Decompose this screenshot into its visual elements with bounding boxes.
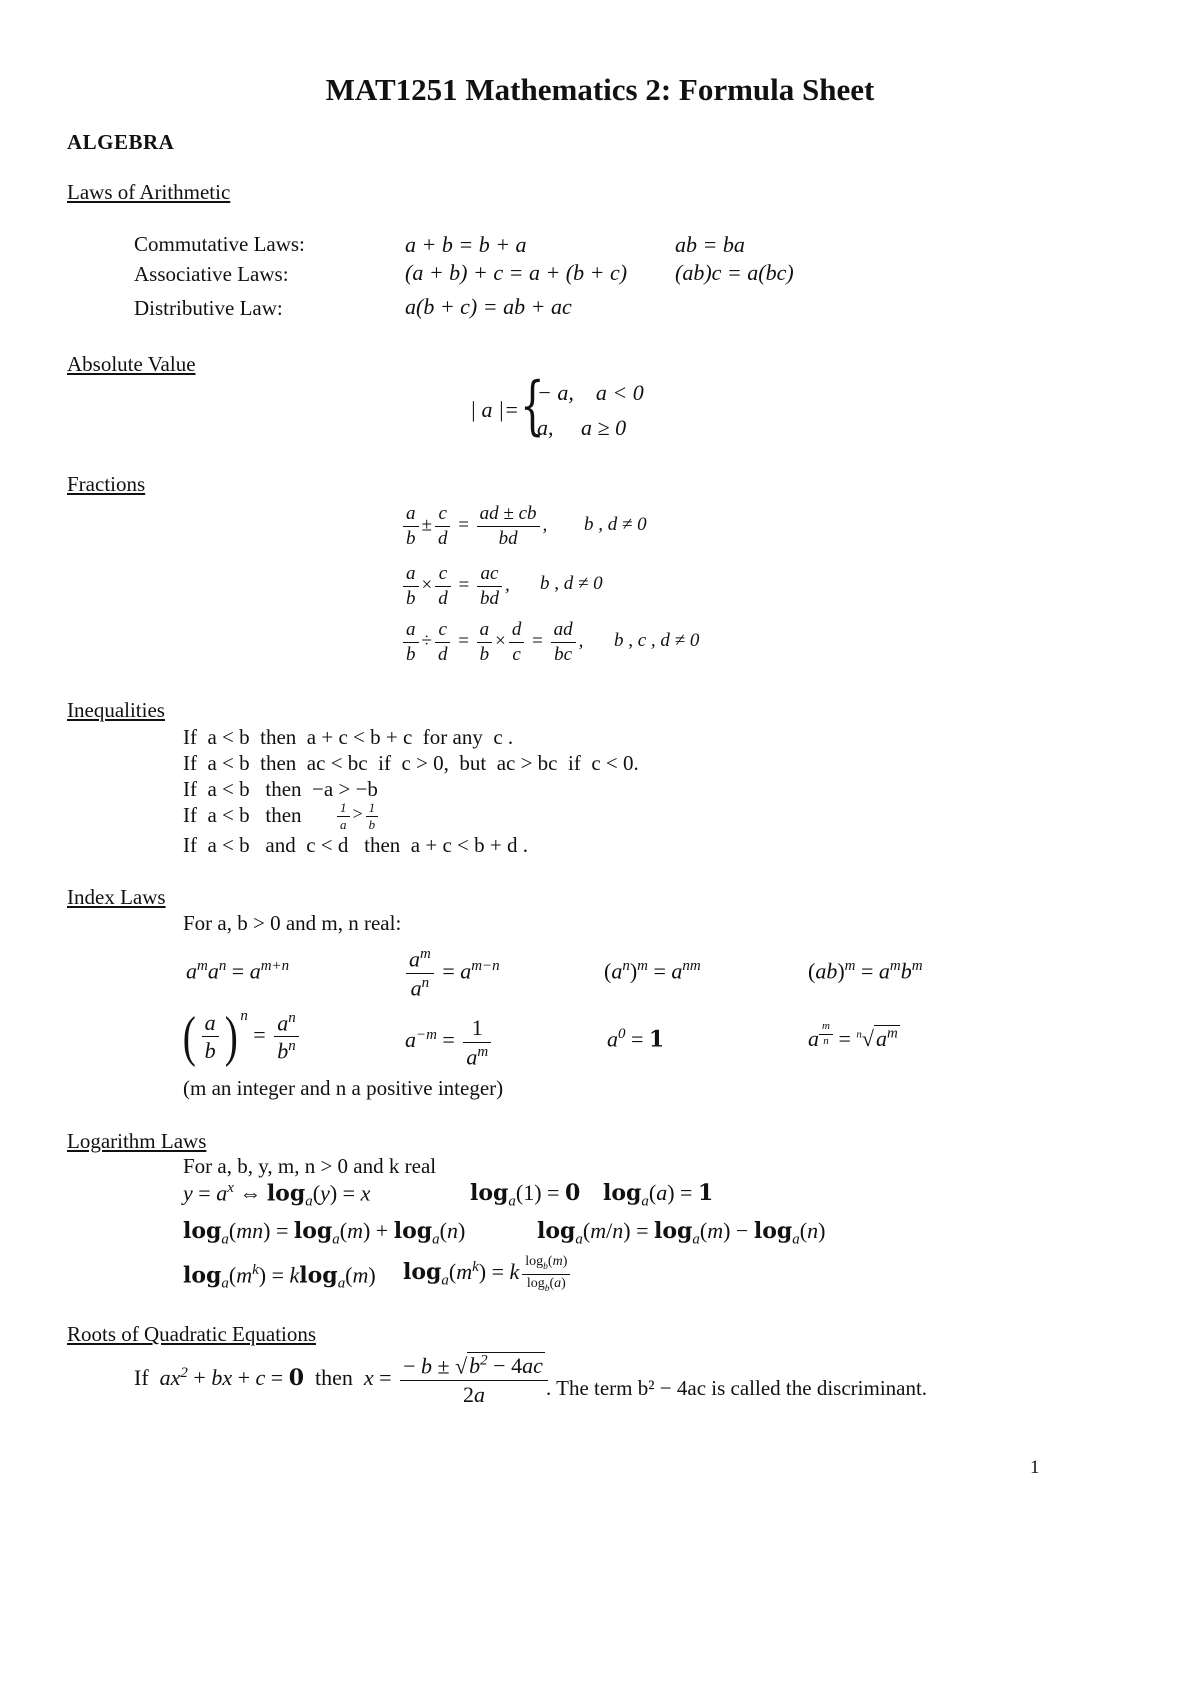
commutative-label: Commutative Laws: — [134, 232, 305, 256]
fraction-multiply-condition: b , d ≠ 0 — [540, 573, 603, 594]
associative-formula-add: (a + b) + c = a + (b + c) — [405, 260, 628, 285]
log-product-law: $\log_a(mn) = \log_a(m) + \log_a(n)$ — [183, 1218, 466, 1248]
index-zero-law: $a^0 = 1$ — [607, 1026, 665, 1053]
heading-laws-of-arithmetic: Laws of Arithmetic — [67, 180, 231, 204]
index-note: (m an integer and n a positive integer) — [183, 1076, 504, 1100]
associative-label: Associative Laws: — [134, 262, 289, 286]
abs-case-nonnegative: a, a ≥ 0 — [537, 415, 627, 440]
index-product-power-law: $(ab)^m = a^mb^m$ — [808, 958, 923, 984]
reciprocal-inequality: $\frac{1}{a}$ > $\frac{1}{b}$ — [334, 800, 381, 834]
commutative-formula-add: a + b = b + a — [405, 232, 527, 257]
inequality-line-5: If a < b and c < d then a + c < b + d . — [183, 833, 528, 857]
heading-fractions: Fractions — [67, 472, 146, 496]
abs-case-negative: − a, a < 0 — [537, 380, 644, 405]
commutative-formula-mult: ab = ba — [675, 232, 745, 257]
fraction-add-sub-formula: $\frac{a}{b}$ ± $\frac{c}{d}$ = $\frac{ad \pm cb}{bd}$ , — [400, 502, 547, 551]
log-change-of-base: $\log_a(m^k) = k$ $\frac{\log_b(m)}{\log_b(a)}$ — [403, 1253, 573, 1295]
heading-absolute-value: Absolute Value — [67, 352, 196, 376]
log-of-one: $\log_a(1) = 0$ — [470, 1180, 581, 1210]
abs-brace: { — [520, 369, 545, 443]
heading-index-laws: Index Laws — [67, 885, 166, 909]
page-title: MAT1251 Mathematics 2: Formula Sheet — [325, 72, 875, 107]
section-algebra: ALGEBRA — [67, 130, 175, 154]
heading-logarithm-laws: Logarithm Laws — [67, 1129, 207, 1153]
log-of-base: $\log_a(a) = 1$ — [603, 1180, 714, 1210]
inequality-line-2: If a < b then ac < bc if c > 0, but ac > bc if c < 0. — [183, 751, 639, 775]
abs-lhs: | a |= — [470, 397, 519, 422]
index-quotient-law: $\frac{a^m}{a^n}$ = $a^{m-n}$ — [403, 945, 500, 1002]
fraction-divide-condition: b , c , d ≠ 0 — [614, 630, 700, 651]
index-negative-law: $a^{-m}$ = $\frac{1}{a^m}$ — [405, 1014, 494, 1070]
index-fractional-law: a $^{\frac{m}{n}}$ = $^n√a^m$ — [808, 1020, 898, 1052]
fraction-multiply-formula: $\frac{a}{b}$ × $\frac{c}{d}$ = $\frac{ac}{bd}$ , — [400, 562, 510, 611]
heading-quadratic-roots: Roots of Quadratic Equations — [67, 1322, 317, 1346]
distributive-formula: a(b + c) = ab + ac — [405, 294, 572, 319]
inequality-line-3: If a < b then −a > −b — [183, 777, 378, 801]
log-definition: $y = a^x$ ⇔ $\log_a(y) = x$ — [183, 1180, 371, 1210]
discriminant-note: . The term b² − 4ac is called the discriminant. — [546, 1376, 928, 1400]
fraction-add-condition: b , d ≠ 0 — [584, 514, 647, 535]
index-intro: For a, b > 0 and m, n real: — [183, 911, 402, 935]
fraction-divide-formula: $\frac{a}{b}$ ÷ $\frac{c}{d}$ = $\frac{a}{b}$ × $\frac{d}{c}$ = $\frac{ad}{bc}$ , — [400, 618, 583, 667]
index-product-law: $a^ma^n = a^{m+n}$ — [186, 958, 290, 984]
logarithm-intro: For a, b, y, m, n > 0 and k real — [183, 1154, 437, 1178]
distributive-label: Distributive Law: — [134, 296, 283, 320]
associative-formula-mult: (ab)c = a(bc) — [675, 260, 794, 285]
index-quotient-power-law: ( $\frac{a}{b}$ ) $^n$ = $\frac{a^n}{b^n}$ — [180, 1008, 302, 1065]
inequality-line-4: If a < b then — [183, 803, 302, 827]
page-number: 1 — [1030, 1457, 1040, 1478]
inequality-line-1: If a < b then a + c < b + c for any c . — [183, 725, 514, 749]
quadratic-formula: If $ax^2$ + bx + c = 0 then x = $\frac{- b \pm √b^2 - 4ac}{2a}$ — [134, 1352, 551, 1408]
log-quotient-law: $\log_a(m/n) = \log_a(m) - \log_a(n)$ — [537, 1218, 826, 1248]
log-power-law: $\log_a(m^k) = klog_a(m)$ — [183, 1262, 376, 1292]
index-power-law: $(a^n)^m = a^{nm}$ — [604, 958, 701, 984]
heading-inequalities: Inequalities — [67, 698, 165, 722]
